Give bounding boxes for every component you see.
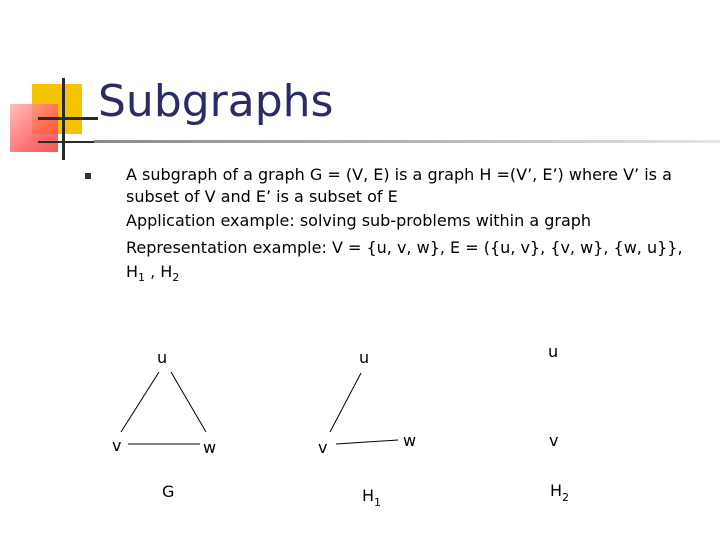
edge-h1-v-w (336, 440, 398, 444)
edge-g-u-v (121, 372, 159, 432)
graph-h1-label: $H_1$ (362, 486, 382, 509)
graph-g-label: G (162, 482, 175, 501)
graph-h2 (548, 342, 569, 504)
node-h1-v: v (318, 438, 328, 457)
text-line-2: subset of V and E’ is a subset of E (126, 187, 398, 206)
text-line-5: $H_1$ , $H_2$ (126, 262, 180, 285)
node-h1-w: w (403, 431, 417, 450)
graph-h2-label: $H_2$ (550, 481, 570, 504)
graph-h1 (318, 348, 416, 509)
node-h1-u: u (359, 348, 370, 367)
text-line-3: Application example: solving sub-problems within a graph (126, 211, 592, 230)
edge-h1-u-v (330, 373, 361, 432)
text-line-1: A subgraph of a graph G = (V, E) is a graph H =(V’, E’) where V’ is a (126, 165, 672, 184)
node-h2-u: u (548, 342, 559, 361)
node-g-u: u (157, 348, 168, 367)
node-h2-v: v (549, 431, 559, 450)
graph-g (112, 348, 216, 501)
node-g-v: v (112, 436, 122, 455)
node-g-w: w (203, 438, 217, 457)
edge-g-u-w (171, 372, 206, 432)
slide-title: Subgraphs (98, 76, 334, 127)
text-line-4: Representation example: V = {u, v, w}, E = ({u, v}, {v, w}, {w, u}}, (126, 238, 683, 257)
